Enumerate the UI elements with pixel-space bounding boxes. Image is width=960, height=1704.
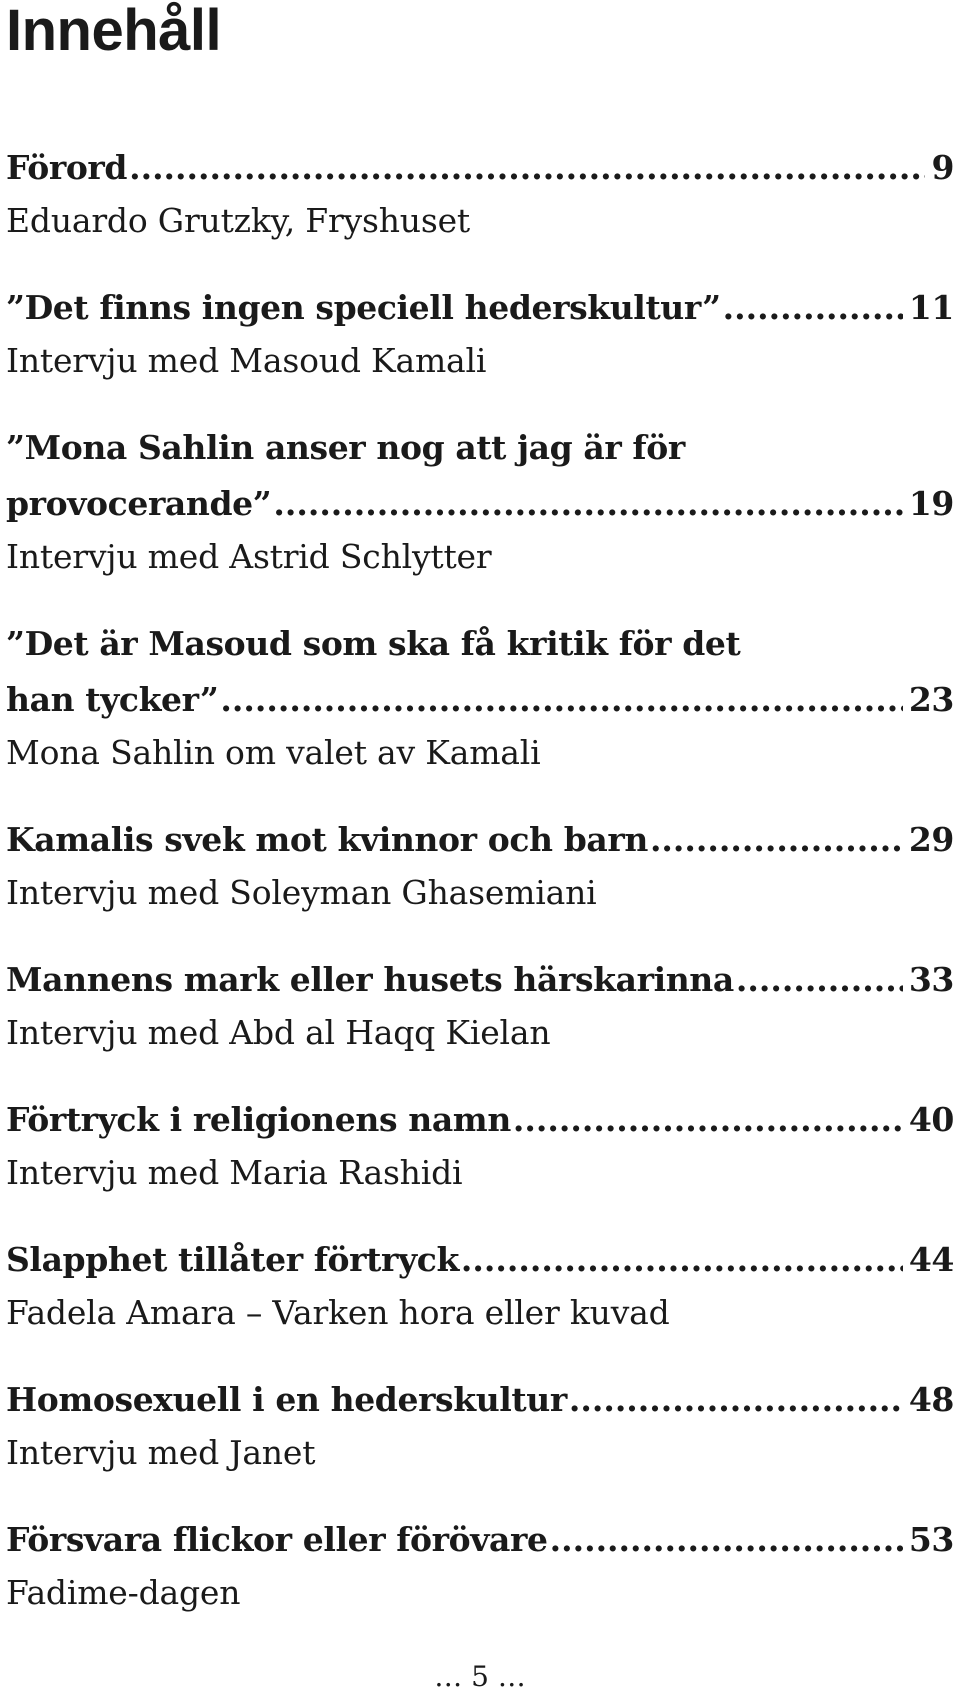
toc-entry [6,952,954,1058]
toc-entry-page: 9 [931,148,954,187]
toc-entry-title: Kamalis svek mot kvinnor och barn [6,820,648,859]
toc-entry-title: ”Det finns ingen speciell hederskultur” [6,288,721,327]
toc-entry-title-line [6,672,954,728]
toc-entry-subtitle: Intervju med Masoud Kamali [6,341,487,380]
toc-entry-subtitle: Intervju med Astrid Schlytter [6,537,492,576]
toc-entry-subtitle: Fadela Amara – Varken hora eller kuvad [6,1293,670,1332]
toc-entry-title-line [6,420,954,476]
toc-entry-title-line [6,616,954,672]
dot-leader [129,140,925,196]
toc-entry-title: Försvara flickor eller förövare [6,1520,548,1559]
toc-entry [6,1092,954,1198]
toc-entry-page: 11 [908,288,954,327]
toc-entry-title-continued: provocerande” [6,484,272,523]
toc-entry-title: Homosexuell i en hederskultur [6,1380,567,1419]
toc-entry-page: 48 [908,1380,954,1419]
toc-entry-title-continued: han tycker” [6,680,219,719]
toc-entry [6,420,954,582]
table-of-contents [6,140,954,1652]
toc-entry-subtitle: Mona Sahlin om valet av Kamali [6,733,541,772]
toc-entry [6,280,954,386]
dot-leader [650,812,903,868]
dot-leader [569,1372,903,1428]
dot-leader [513,1092,903,1148]
toc-entry-subtitle: Eduardo Grutzky, Fryshuset [6,201,470,240]
page-title: Innehåll [6,0,222,63]
toc-entry-title-line [6,280,954,336]
toc-entry [6,1372,954,1478]
toc-entry-title: Förtryck i religionens namn [6,1100,511,1139]
toc-entry-title-line [6,1372,954,1428]
toc-entry-title-line [6,476,954,532]
dot-leader [273,476,903,532]
toc-entry-page: 40 [908,1100,954,1139]
toc-entry-subtitle: Fadime-dagen [6,1573,241,1612]
dot-leader [736,952,903,1008]
toc-entry-title-line [6,1232,954,1288]
toc-entry-title-line [6,1092,954,1148]
toc-entry [6,1512,954,1618]
toc-entry-page: 29 [908,820,954,859]
dot-leader [723,280,903,336]
toc-entry-title: ”Mona Sahlin anser nog att jag är för [6,428,685,467]
toc-entry-title-line [6,1512,954,1568]
toc-entry-title: Slapphet tillåter förtryck [6,1240,459,1279]
toc-entry [6,1232,954,1338]
toc-entry-page: 33 [908,960,954,999]
toc-entry [6,616,954,778]
toc-entry [6,812,954,918]
toc-entry-title: Förord [6,148,128,187]
toc-entry-subtitle: Intervju med Abd al Haqq Kielan [6,1013,551,1052]
toc-entry-title-line [6,140,954,196]
toc-entry-title-line [6,812,954,868]
dot-leader [550,1512,903,1568]
toc-entry-page: 44 [908,1240,954,1279]
toc-entry-page: 53 [908,1520,954,1559]
toc-entry-title: ”Det är Masoud som ska få kritik för det [6,624,741,663]
toc-entry-subtitle: Intervju med Janet [6,1433,316,1472]
toc-entry-title: Mannens mark eller husets härskarinna [6,960,734,999]
toc-entry [6,140,954,246]
toc-entry-page: 23 [908,680,954,719]
toc-entry-subtitle: Intervju med Maria Rashidi [6,1153,463,1192]
toc-entry-subtitle: Intervju med Soleyman Ghasemiani [6,873,597,912]
dot-leader [461,1232,903,1288]
toc-entry-page: 19 [908,484,954,523]
page-number-footer: … 5 … [434,1660,526,1693]
dot-leader [220,672,902,728]
toc-entry-title-line [6,952,954,1008]
